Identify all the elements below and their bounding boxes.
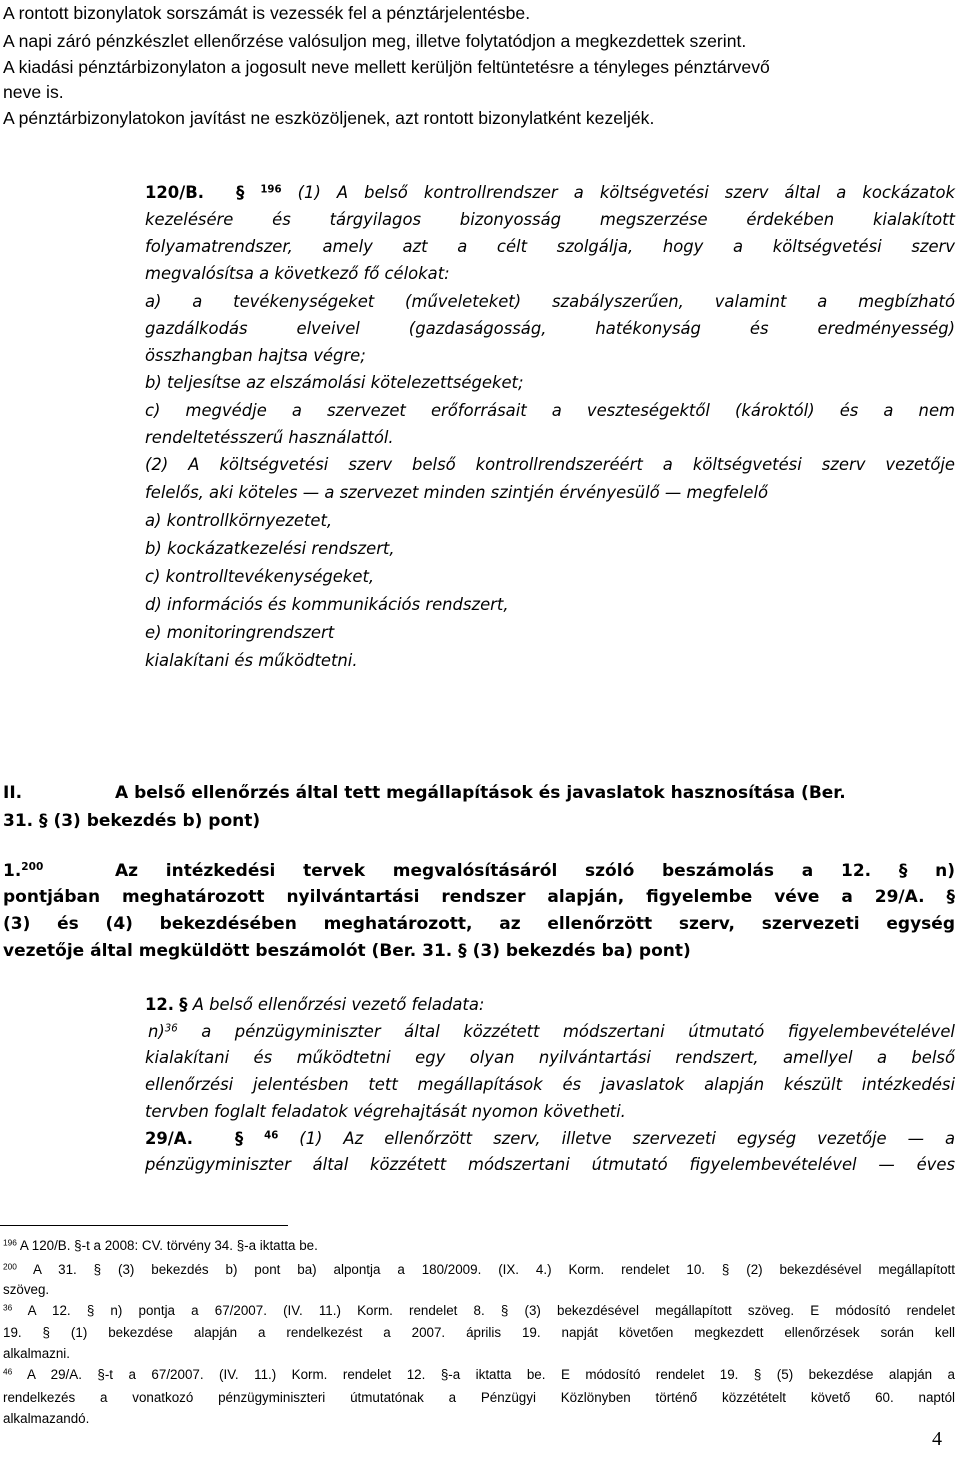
intro-line-2: A napi záró pénzkészlet ellenőrzése valósuljon meg, illetve folytatódjon a megkezdettek szerint.: [3, 31, 747, 51]
footnote-46-line-1: $^{46}$ A 29/A. §-t a 67/2007. (IV. 11.) Korm. rendelet 12. §-a iktatta be. E módosító rendelet 19. § (5) bekezdése alapján a: [3, 1366, 956, 1382]
section-120b-line-2: kezelésére és tárgyilagos bizonyosság megszerzése érdekében kialakított: [145, 210, 955, 229]
section-12-line-4: tervben foglalt feladatok végrehajtását nyomon követheti.: [145, 1102, 626, 1121]
section-120b-line-15: c) kontrolltevékenységeket,: [145, 567, 375, 586]
heading-line-2: 31. § (3) bekezdés b) pont): [3, 811, 261, 831]
footnote-36-line-2: 19. § (1) bekezdése alapján a rendelkezést a 2007. április 19. napját követően megkezdett ellenőrzések során kell: [3, 1325, 955, 1340]
footnote-200-line-2: szöveg.: [3, 1282, 50, 1297]
section-12-line-2: kialakítani és működtetni egy olyan nyilvántartási rendszert, amellyel a belső: [145, 1048, 955, 1067]
section-120b-line-13: a) kontrollkörnyezetet,: [145, 511, 333, 530]
heading-number: II.: [3, 783, 23, 803]
section-120b-line-6: gazdálkodás elveivel (gazdaságosság, hatékonyság és eredményesség): [145, 319, 955, 338]
intro-line-4: neve is.: [3, 82, 64, 102]
heading-line-1: A belső ellenőrzés által tett megállapítások és javaslatok hasznosítása (Ber.: [115, 783, 846, 803]
section-120b-line-16: d) információs és kommunikációs rendszert,: [145, 595, 509, 614]
footnote-46-line-3: alkalmazandó.: [3, 1411, 90, 1426]
footnote-ref-46: 46: [264, 1130, 279, 1142]
section-120b-line-4: megvalósítsa a következő fő célokat:: [145, 264, 450, 283]
footnote-ref-200: 200: [21, 861, 44, 874]
intro-line-1: A rontott bizonylatok sorszámát is vezessék fel a pénztárjelentésbe.: [3, 3, 531, 23]
footnote-36-line-3: alkalmazni.: [3, 1346, 70, 1361]
intro-line-5: A pénztárbizonylatokon javítást ne eszközöljenek, azt rontott bizonylatként kezeljék.: [3, 108, 655, 128]
section-120b-line-12: felelős, aki köteles — a szervezet minden szintjén érvényesülő — megfelelő: [145, 483, 769, 502]
section-29a-line-2: pénzügyminiszter által közzétett módszertani útmutató figyelembevételével — éves: [145, 1155, 955, 1174]
footnote-36-line-1: $^{36}$ A 12. § n) pontja a 67/2007. (IV. 11.) Korm. rendelet 8. § (3) bekezdésével megállapított szöveg. E módosító rendelet: [3, 1302, 955, 1318]
section-120b-line-3: folyamatrendszer, amely azt a célt szolgálja, hogy a költségvetési szerv: [145, 237, 955, 256]
section-120b-line-18: kialakítani és működtetni.: [145, 651, 358, 670]
item-1-line-4: vezetője által megküldött beszámolót (Ber. 31. § (3) bekezdés ba) pont): [3, 941, 691, 961]
footnote-separator: [0, 1225, 288, 1226]
section-120b-line-10: rendeltetésszerű használattól.: [145, 428, 394, 447]
footnote-196: $^{196}$ A 120/B. §-t a 2008: CV. törvény 34. §-a iktatta be.: [3, 1237, 318, 1253]
footnote-ref-196: 196: [260, 184, 282, 196]
item-1-line-2: pontjában meghatározott nyilvántartási rendszer alapján, figyelembe véve a 29/A. §: [3, 887, 955, 907]
section-sign: §: [236, 183, 245, 202]
item-1-number: 1.$^{200}$: [3, 861, 44, 881]
section-12-label: 12.: [145, 995, 175, 1014]
footnote-ref-36: 36: [164, 1023, 178, 1035]
section-120b-line-11: (2) A költségvetési szerv belső kontrollrendszeréért a költségvetési szerv vezetője: [145, 455, 955, 474]
footnote-200-line-1: $^{200}$ A 31. § (3) bekezdés b) pont ba) alpontja a 180/2009. (IX. 4.) Korm. rendelet 10. § (2) bekezdésével megállapított: [3, 1261, 955, 1277]
section-120b-line-7: összhangban hajtsa végre;: [145, 346, 366, 365]
section-120b-line-8: b) teljesítse az elszámolási kötelezettségeket;: [145, 373, 524, 392]
item-1-line-3: (3) és (4) bekezdésében meghatározott, az ellenőrzött szerv, szervezeti egység: [3, 914, 955, 934]
section-12-line-3: ellenőrzési jelentésben tett megállapítások és javaslatok alapján készült intézkedési: [145, 1075, 955, 1094]
section-29a-label: 29/A.: [145, 1129, 194, 1148]
section-12-title: 12. § A belső ellenőrzési vezető feladata:: [145, 995, 485, 1014]
section-120b-line-17: e) monitoringrendszert: [145, 623, 335, 642]
section-120b-line-1: 120/B. § $^{196}$ (1) A belső kontrollrendszer a költségvetési szerv által a kockázatok: [145, 183, 956, 202]
section-120b-line-9: c) megvédje a szervezet erőforrásait a veszteségektől (károktól) és a nem: [145, 401, 955, 420]
footnote-46-line-2: rendelkezés a vonatkozó pénzügyminiszteri útmutatónak a Pénzügyi Közlönyben történő közzétételt követő 60. naptól: [3, 1390, 955, 1405]
page-number: 4: [932, 1428, 942, 1450]
item-1-line-1: Az intézkedési tervek megvalósításáról szóló beszámolás a 12. § n): [115, 861, 955, 881]
section-120b-label: 120/B.: [145, 183, 204, 202]
section-12-line-1: n)$^{36}$ a pénzügyminiszter által közzétett módszertani útmutató figyelembevételével: [148, 1022, 955, 1041]
intro-line-3: A kiadási pénztárbizonylaton a jogosult neve mellett kerüljön feltüntetésre a tényleges pénztárvevő: [3, 57, 770, 77]
section-120b-line-14: b) kockázatkezelési rendszert,: [145, 539, 395, 558]
section-120b-line-5: a) a tevékenységeket (műveleteket) szabályszerűen, valamint a megbízható: [145, 292, 955, 311]
section-29a-line-1: 29/A. § $^{46}$ (1) Az ellenőrzött szerv, illetve szervezeti egység vezetője — a: [145, 1129, 955, 1148]
